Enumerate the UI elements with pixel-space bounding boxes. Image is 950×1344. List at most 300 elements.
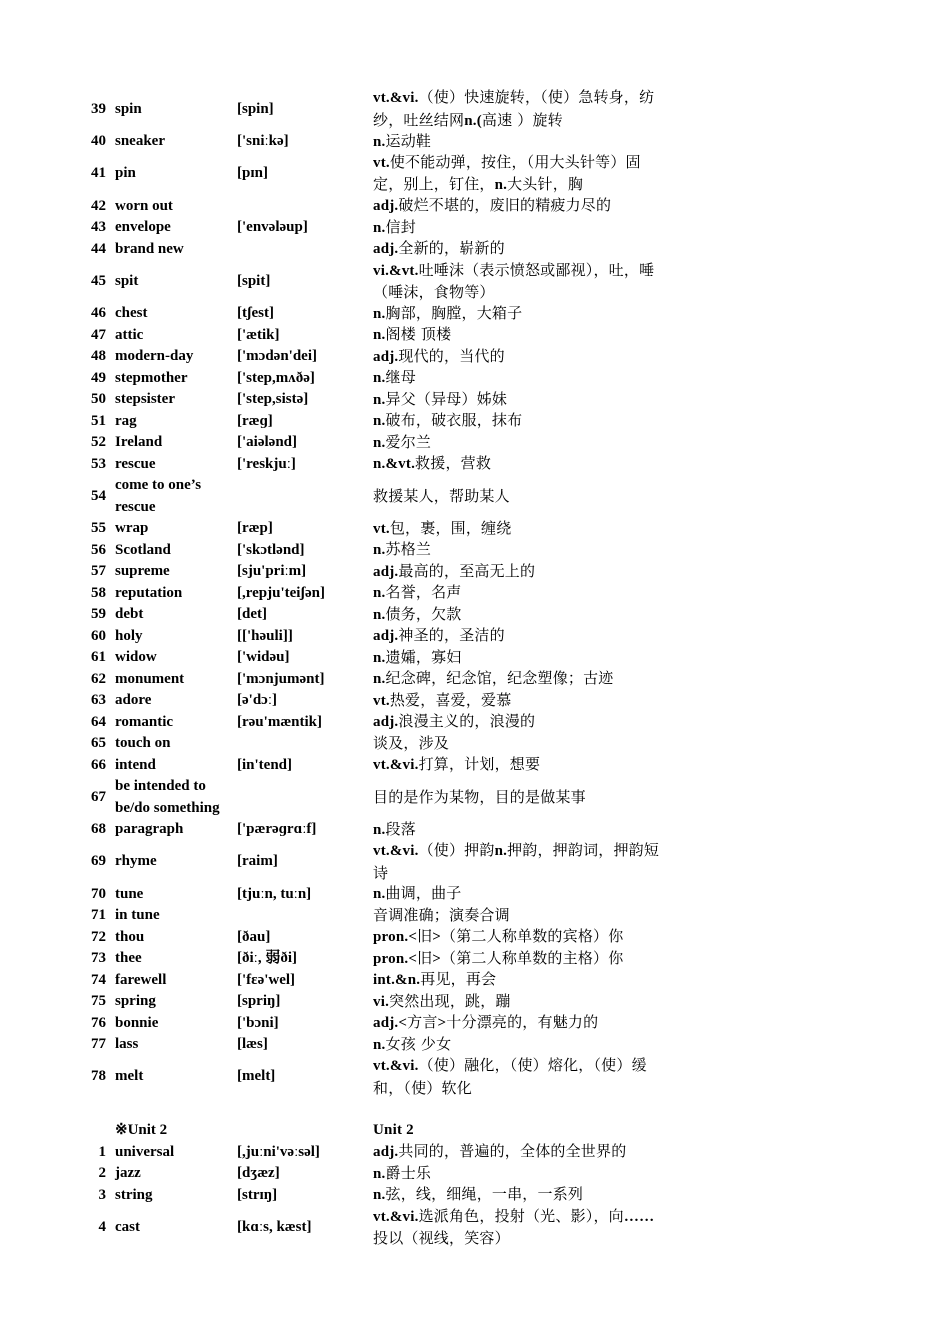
entry-number: 45 bbox=[91, 272, 106, 289]
part-of-speech: n.&vt. bbox=[373, 456, 416, 472]
entry-number: 3 bbox=[98, 1186, 106, 1203]
entry-meaning bbox=[373, 668, 663, 691]
part-of-speech: n. bbox=[494, 177, 508, 193]
part-of-speech: n. bbox=[373, 434, 386, 451]
part-of-speech: adj. bbox=[373, 348, 399, 365]
vocab-row bbox=[84, 776, 684, 819]
definition-text: 热爱，喜爱，爱慕 bbox=[389, 690, 512, 709]
entry-number: 69 bbox=[91, 853, 106, 870]
part-of-speech: n. bbox=[373, 606, 386, 623]
entry-number: 76 bbox=[91, 1014, 106, 1031]
entry-number: 54 bbox=[91, 487, 106, 504]
part-of-speech: vt.&vi. bbox=[373, 757, 419, 773]
entry-number: 52 bbox=[91, 434, 106, 450]
part-of-speech: > bbox=[437, 1015, 447, 1031]
vocab-row bbox=[84, 260, 684, 303]
entry-meaning bbox=[373, 1012, 663, 1035]
entry-word: brand new bbox=[115, 240, 184, 257]
part-of-speech: int.&n. bbox=[373, 972, 421, 988]
definition-text: 再见，再会 bbox=[420, 970, 497, 988]
definition-text: 投以（视线，笑容） bbox=[373, 1229, 510, 1247]
entry-word: come to one’s rescue bbox=[115, 477, 202, 515]
entry-pronunciation: [ræɡ] bbox=[237, 412, 273, 429]
vocab-row bbox=[84, 991, 684, 1013]
part-of-speech: n. bbox=[373, 649, 386, 666]
entry-word: attic bbox=[115, 326, 144, 343]
part-of-speech: vt. bbox=[373, 154, 390, 171]
entry-number: 65 bbox=[91, 735, 106, 751]
definition-text: 押韵，押韵词，押韵短诗 bbox=[373, 841, 660, 882]
part-of-speech: n. bbox=[373, 133, 386, 150]
entry-meaning bbox=[373, 690, 663, 713]
entry-pronunciation: [spriŋ] bbox=[237, 993, 281, 1009]
entry-number: 67 bbox=[91, 788, 106, 805]
entry-number: 51 bbox=[91, 412, 106, 429]
entry-meaning bbox=[373, 625, 663, 648]
entry-number: 74 bbox=[91, 971, 106, 988]
vocab-row bbox=[84, 626, 684, 648]
vocab-row bbox=[84, 411, 684, 433]
vocab-row bbox=[84, 1056, 684, 1099]
vocab-row bbox=[84, 841, 684, 884]
vocab-row bbox=[84, 1013, 684, 1035]
vocab-row bbox=[84, 561, 684, 583]
vocab-row bbox=[84, 518, 684, 540]
entry-number: 78 bbox=[91, 1068, 106, 1085]
vocab-row bbox=[84, 690, 684, 712]
vocab-row bbox=[84, 1142, 684, 1164]
definition-text: 神圣的，圣洁的 bbox=[398, 626, 505, 644]
entry-number: 64 bbox=[91, 713, 106, 730]
vocab-row bbox=[84, 819, 684, 841]
part-of-speech: n. bbox=[373, 886, 386, 902]
part-of-speech: adj. bbox=[373, 1144, 399, 1160]
vocab-row bbox=[84, 884, 684, 906]
entry-meaning bbox=[373, 432, 663, 455]
definition-text: 爵士乐 bbox=[385, 1163, 432, 1182]
part-of-speech: vi.&vt. bbox=[373, 262, 419, 279]
definition-text: 弦，线，细绳，一串，一系列 bbox=[385, 1185, 584, 1203]
definition-text: 纪念碑，纪念馆，纪念塑像；古迹 bbox=[385, 669, 614, 687]
entry-pronunciation: ['aiələnd] bbox=[237, 434, 297, 450]
entry-word: Scotland bbox=[115, 541, 171, 558]
entry-word: monument bbox=[115, 670, 185, 687]
entry-number: 39 bbox=[91, 100, 106, 117]
entry-meaning bbox=[373, 1055, 663, 1099]
entry-pronunciation: [ræp] bbox=[237, 520, 273, 536]
entry-number: 4 bbox=[98, 1218, 106, 1235]
entry-word: wrap bbox=[115, 520, 149, 536]
entry-word: reputation bbox=[115, 584, 183, 601]
definition-text: （第二人称单数的宾格）你 bbox=[441, 927, 624, 945]
entry-number: 1 bbox=[98, 1143, 106, 1160]
entry-meaning bbox=[373, 238, 663, 261]
vocab-row bbox=[84, 217, 684, 239]
vocab-row bbox=[84, 604, 684, 626]
vocab-row bbox=[84, 389, 684, 411]
entry-word: lass bbox=[115, 1036, 139, 1052]
definition-text: 债务，欠款 bbox=[385, 604, 462, 623]
vocab-row bbox=[84, 303, 684, 325]
entry-number: 43 bbox=[91, 219, 106, 235]
definition-text: 段落 bbox=[385, 819, 416, 838]
entry-pronunciation: [det] bbox=[237, 606, 267, 622]
entry-meaning bbox=[373, 604, 663, 627]
entry-pronunciation: [strɪŋ] bbox=[237, 1186, 278, 1203]
part-of-speech: pron.< bbox=[373, 950, 418, 967]
entry-pronunciation: ['sniːkə] bbox=[237, 133, 289, 149]
entry-pronunciation: [melt] bbox=[237, 1068, 276, 1085]
entry-number: 58 bbox=[91, 584, 106, 601]
entry-word: chest bbox=[115, 305, 148, 321]
entry-pronunciation: ['fɛə'wel] bbox=[237, 971, 296, 988]
entry-meaning bbox=[373, 733, 663, 755]
entry-pronunciation: [rəu'mæntik] bbox=[237, 713, 322, 730]
vocab-row bbox=[84, 540, 684, 562]
definition-text: 大头针，胸 bbox=[507, 175, 584, 193]
entry-word: string bbox=[115, 1186, 153, 1203]
definition-text: 运动鞋 bbox=[385, 131, 432, 150]
entry-word: farewell bbox=[115, 971, 167, 988]
entry-meaning bbox=[373, 410, 663, 433]
part-of-speech: n. bbox=[373, 219, 386, 236]
entry-meaning bbox=[373, 217, 663, 240]
entry-word: in tune bbox=[115, 907, 160, 923]
entry-word: spit bbox=[115, 272, 139, 289]
entry-meaning bbox=[373, 787, 663, 809]
entry-meaning bbox=[373, 195, 663, 218]
definition-text: 女孩 少女 bbox=[385, 1034, 452, 1053]
part-of-speech: n. bbox=[494, 843, 508, 859]
definition-text: 吐唾沫（表示愤怒或鄙视），吐，唾（唾沫，食物等） bbox=[373, 260, 655, 301]
entry-number: 77 bbox=[91, 1036, 106, 1052]
definition-text: （使）快速旋转，（使）急转身，纺纱，吐丝结网 bbox=[373, 88, 655, 129]
entry-word: supreme bbox=[115, 563, 170, 579]
part-of-speech: n. bbox=[373, 671, 386, 687]
entry-meaning bbox=[373, 1034, 663, 1057]
vocab-row bbox=[84, 475, 684, 518]
entry-meaning bbox=[373, 389, 663, 412]
vocab-row bbox=[84, 733, 684, 755]
entry-pronunciation: ['envələup] bbox=[237, 219, 308, 235]
definition-text: 谈及，涉及 bbox=[373, 734, 450, 752]
entry-meaning bbox=[373, 1163, 663, 1186]
entry-number: 72 bbox=[91, 928, 106, 945]
part-of-speech: n. bbox=[373, 585, 386, 601]
part-of-speech: adj. bbox=[373, 628, 399, 644]
vocab-row bbox=[84, 88, 684, 131]
definition-text: 破烂不堪的，废旧的精疲力尽的 bbox=[398, 196, 612, 214]
entry-number: 61 bbox=[91, 649, 106, 665]
entry-pronunciation: [ðiː, 弱ði] bbox=[237, 950, 297, 966]
entry-word: tune bbox=[115, 885, 144, 902]
part-of-speech: n. bbox=[373, 370, 386, 386]
entry-number: 48 bbox=[91, 348, 106, 364]
vocab-row bbox=[84, 1185, 684, 1207]
entry-meaning bbox=[373, 1184, 663, 1207]
entry-meaning bbox=[373, 582, 663, 605]
definition-text: 十分漂亮的，有魅力的 bbox=[446, 1013, 599, 1031]
vocab-row bbox=[84, 669, 684, 691]
entry-word: Ireland bbox=[115, 434, 163, 450]
definition-text: 遗孀，寡妇 bbox=[385, 647, 462, 666]
entry-word: cast bbox=[115, 1218, 140, 1235]
entry-number: 41 bbox=[91, 165, 106, 182]
part-of-speech: adj. bbox=[373, 563, 399, 580]
entry-pronunciation: [raim] bbox=[237, 853, 278, 870]
entry-word: universal bbox=[115, 1143, 175, 1160]
unit1-vocab-list bbox=[84, 88, 684, 1099]
vocab-row bbox=[84, 712, 684, 734]
part-of-speech: n. bbox=[373, 542, 386, 558]
part-of-speech: vt.&vi. bbox=[373, 90, 419, 106]
entry-word: romantic bbox=[115, 713, 174, 730]
entry-word: jazz bbox=[115, 1165, 141, 1181]
entry-number: 75 bbox=[91, 993, 106, 1009]
entry-pronunciation: ['skɔtlənd] bbox=[237, 541, 305, 558]
part-of-speech: vt. bbox=[373, 520, 390, 537]
definition-text: 信封 bbox=[385, 217, 416, 236]
unit2-heading-right: Unit 2 bbox=[373, 1122, 414, 1138]
definition-text: 破布，破衣服，抹布 bbox=[385, 411, 523, 429]
entry-number: 53 bbox=[91, 455, 106, 472]
entry-pronunciation: ['step,sistə] bbox=[237, 391, 309, 407]
entry-meaning bbox=[373, 905, 663, 927]
entry-number: 68 bbox=[91, 821, 106, 837]
entry-pronunciation: ['reskjuː] bbox=[237, 455, 296, 472]
entry-meaning bbox=[373, 324, 663, 347]
definition-text: 音调准确；演奏合调 bbox=[373, 906, 510, 924]
entry-pronunciation: [tʃest] bbox=[237, 305, 275, 321]
entry-number: 57 bbox=[91, 563, 106, 579]
vocab-row bbox=[84, 1163, 684, 1185]
entry-number: 49 bbox=[91, 369, 106, 386]
definition-text: （使）融化，（使）熔化，（使）缓和，（使）软化 bbox=[373, 1056, 647, 1097]
entry-meaning bbox=[373, 840, 663, 884]
entry-number: 50 bbox=[91, 391, 106, 407]
entry-word: holy bbox=[115, 627, 143, 644]
entry-pronunciation: [spin] bbox=[237, 100, 274, 117]
definition-text: 胸部，胸膛，大箱子 bbox=[385, 303, 523, 322]
vocab-row bbox=[84, 131, 684, 153]
entry-word: pin bbox=[115, 165, 136, 182]
definition-text: 高速 ）旋转 bbox=[481, 110, 563, 129]
entry-meaning bbox=[373, 1206, 663, 1250]
entry-pronunciation: [tjuːn, tuːn] bbox=[237, 885, 312, 902]
part-of-speech: vt.&vi. bbox=[373, 843, 419, 859]
part-of-speech: n. bbox=[373, 305, 386, 322]
part-of-speech: adj. bbox=[373, 198, 399, 214]
vocab-row bbox=[84, 432, 684, 454]
entry-meaning bbox=[373, 969, 663, 992]
entry-number: 40 bbox=[91, 133, 106, 149]
definition-text: 包，裹，围，缠绕 bbox=[389, 518, 512, 537]
part-of-speech: vi. bbox=[373, 993, 390, 1010]
definition-text: 方言 bbox=[407, 1013, 438, 1031]
definition-text: 阁楼 顶楼 bbox=[385, 325, 452, 343]
vocab-row bbox=[84, 325, 684, 347]
vocab-row bbox=[84, 1206, 684, 1249]
entry-word: spring bbox=[115, 993, 156, 1009]
entry-number: 63 bbox=[91, 692, 106, 708]
entry-meaning bbox=[373, 303, 663, 326]
entry-pronunciation: [læs] bbox=[237, 1036, 268, 1052]
entry-word: sneaker bbox=[115, 133, 165, 149]
definition-text: 曲调，曲子 bbox=[385, 884, 462, 902]
entry-word: be intended to be/do something bbox=[115, 778, 220, 816]
entry-pronunciation: [sju'priːm] bbox=[237, 563, 307, 579]
entry-meaning bbox=[373, 486, 663, 508]
entry-meaning bbox=[373, 991, 663, 1014]
vocab-row bbox=[84, 153, 684, 196]
vocab-row bbox=[84, 905, 684, 927]
part-of-speech: n.( bbox=[464, 112, 482, 129]
entry-number: 70 bbox=[91, 885, 106, 902]
definition-text: 继母 bbox=[385, 368, 416, 386]
entry-meaning bbox=[373, 754, 663, 777]
entry-pronunciation: ['step,mʌðə] bbox=[237, 369, 315, 386]
vocab-row bbox=[84, 927, 684, 949]
part-of-speech: n. bbox=[373, 391, 386, 408]
entry-number: 46 bbox=[91, 305, 106, 321]
vocab-row bbox=[84, 368, 684, 390]
entry-meaning bbox=[373, 87, 663, 132]
vocab-row bbox=[84, 346, 684, 368]
part-of-speech: adj. bbox=[373, 241, 399, 257]
definition-text: （使）押韵 bbox=[418, 841, 495, 859]
definition-text: 现代的，当代的 bbox=[398, 346, 505, 365]
entry-number: 42 bbox=[91, 197, 106, 214]
entry-pronunciation: ['mɔdən'dei] bbox=[237, 348, 317, 364]
entry-word: stepsister bbox=[115, 391, 175, 407]
vocab-row bbox=[84, 755, 684, 777]
entry-pronunciation: ['mɔnjumənt] bbox=[237, 670, 325, 687]
entry-word: thou bbox=[115, 928, 145, 945]
entry-meaning bbox=[373, 1141, 663, 1164]
definition-text: 旧 bbox=[417, 948, 433, 967]
entry-word: debt bbox=[115, 606, 144, 622]
entry-meaning bbox=[373, 948, 663, 971]
entry-pronunciation: [,repju'teiʃən] bbox=[237, 584, 325, 601]
part-of-speech: adj.< bbox=[373, 1015, 408, 1031]
entry-pronunciation: [,juːni'vəːsəl] bbox=[237, 1143, 320, 1160]
entry-word: spin bbox=[115, 100, 142, 117]
part-of-speech: vt.&vi. bbox=[373, 1208, 419, 1225]
entry-number: 2 bbox=[98, 1165, 106, 1181]
entry-number: 66 bbox=[91, 756, 106, 773]
part-of-speech: …… bbox=[623, 1208, 655, 1225]
definition-text: 爱尔兰 bbox=[385, 432, 432, 451]
entry-meaning bbox=[373, 561, 663, 584]
entry-word: stepmother bbox=[115, 369, 188, 386]
part-of-speech: n. bbox=[373, 1036, 386, 1053]
entry-word: rhyme bbox=[115, 853, 157, 870]
definition-text: 旧 bbox=[417, 927, 433, 945]
entry-pronunciation: ['ætik] bbox=[237, 326, 280, 343]
entry-meaning bbox=[373, 131, 663, 154]
entry-number: 59 bbox=[91, 606, 106, 622]
entry-meaning bbox=[373, 539, 663, 562]
definition-text: 浪漫主义的，浪漫的 bbox=[398, 712, 536, 730]
entry-pronunciation: ['widəu] bbox=[237, 649, 290, 665]
definition-text: 打算，计划，想要 bbox=[418, 755, 541, 773]
vocabulary-sheet bbox=[84, 88, 684, 1249]
entry-pronunciation: [kɑːs, kæst] bbox=[237, 1218, 312, 1235]
entry-word: thee bbox=[115, 950, 142, 966]
entry-meaning bbox=[373, 453, 663, 476]
entry-meaning bbox=[373, 152, 663, 197]
entry-word: paragraph bbox=[115, 821, 184, 837]
vocab-row bbox=[84, 647, 684, 669]
unit2-heading-row bbox=[84, 1120, 684, 1142]
definition-text: 突然出现，跳，蹦 bbox=[389, 991, 511, 1010]
entry-pronunciation: ['pærəɡrɑːf] bbox=[237, 821, 317, 837]
part-of-speech: vt. bbox=[373, 692, 390, 709]
part-of-speech: adj. bbox=[373, 714, 399, 730]
entry-meaning bbox=[373, 367, 663, 390]
entry-number: 62 bbox=[91, 670, 106, 687]
entry-meaning bbox=[373, 883, 663, 906]
entry-pronunciation: ['bɔni] bbox=[237, 1014, 279, 1031]
definition-text: 选派角色，投射（光、影），向 bbox=[418, 1206, 624, 1225]
unit2-heading-left: ※Unit 2 bbox=[115, 1122, 168, 1138]
definition-text: 异父（异母）姊妹 bbox=[385, 389, 508, 408]
entry-meaning bbox=[373, 518, 663, 541]
entry-meaning bbox=[373, 926, 663, 949]
vocab-row bbox=[84, 1034, 684, 1056]
entry-number: 60 bbox=[91, 627, 106, 644]
part-of-speech: > bbox=[432, 950, 442, 967]
definition-text: 共同的，普遍的，全体的全世界的 bbox=[398, 1142, 627, 1160]
vocab-row bbox=[84, 970, 684, 992]
entry-meaning bbox=[373, 647, 663, 670]
definition-text: 目的是作为某物，目的是做某事 bbox=[373, 787, 586, 806]
entry-pronunciation: [['həuli]] bbox=[237, 627, 293, 644]
entry-word: modern-day bbox=[115, 348, 194, 364]
entry-number: 73 bbox=[91, 950, 106, 966]
section-gap bbox=[84, 1099, 684, 1121]
entry-word: widow bbox=[115, 649, 157, 665]
entry-pronunciation: [ə'dɔː] bbox=[237, 692, 277, 708]
entry-word: worn out bbox=[115, 197, 173, 214]
vocab-row bbox=[84, 948, 684, 970]
entry-pronunciation: [ðau] bbox=[237, 928, 271, 945]
entry-word: rescue bbox=[115, 455, 156, 472]
entry-pronunciation: [spit] bbox=[237, 272, 271, 289]
entry-meaning bbox=[373, 260, 663, 304]
vocab-row bbox=[84, 239, 684, 261]
definition-text: 最高的，至高无上的 bbox=[398, 561, 536, 580]
definition-text: 救援，营救 bbox=[415, 454, 492, 472]
entry-meaning bbox=[373, 346, 663, 369]
unit2-vocab-list bbox=[84, 1142, 684, 1250]
part-of-speech: vt.&vi. bbox=[373, 1058, 419, 1074]
entry-pronunciation: [dʒæz] bbox=[237, 1165, 280, 1181]
vocab-row bbox=[84, 454, 684, 476]
definition-text: 救援某人，帮助某人 bbox=[373, 486, 510, 505]
definition-text: （第二人称单数的主格）你 bbox=[441, 948, 624, 967]
part-of-speech: n. bbox=[373, 1165, 386, 1182]
entry-pronunciation: [pɪn] bbox=[237, 165, 268, 182]
part-of-speech: n. bbox=[373, 1187, 386, 1203]
entry-word: rag bbox=[115, 412, 137, 429]
part-of-speech: n. bbox=[373, 821, 386, 838]
entry-meaning bbox=[373, 819, 663, 842]
vocab-row bbox=[84, 583, 684, 605]
definition-text: 使不能动弹，按住，（用大头针等）固定，别上，钉住， bbox=[373, 152, 641, 193]
entry-meaning bbox=[373, 711, 663, 734]
entry-word: bonnie bbox=[115, 1014, 159, 1031]
